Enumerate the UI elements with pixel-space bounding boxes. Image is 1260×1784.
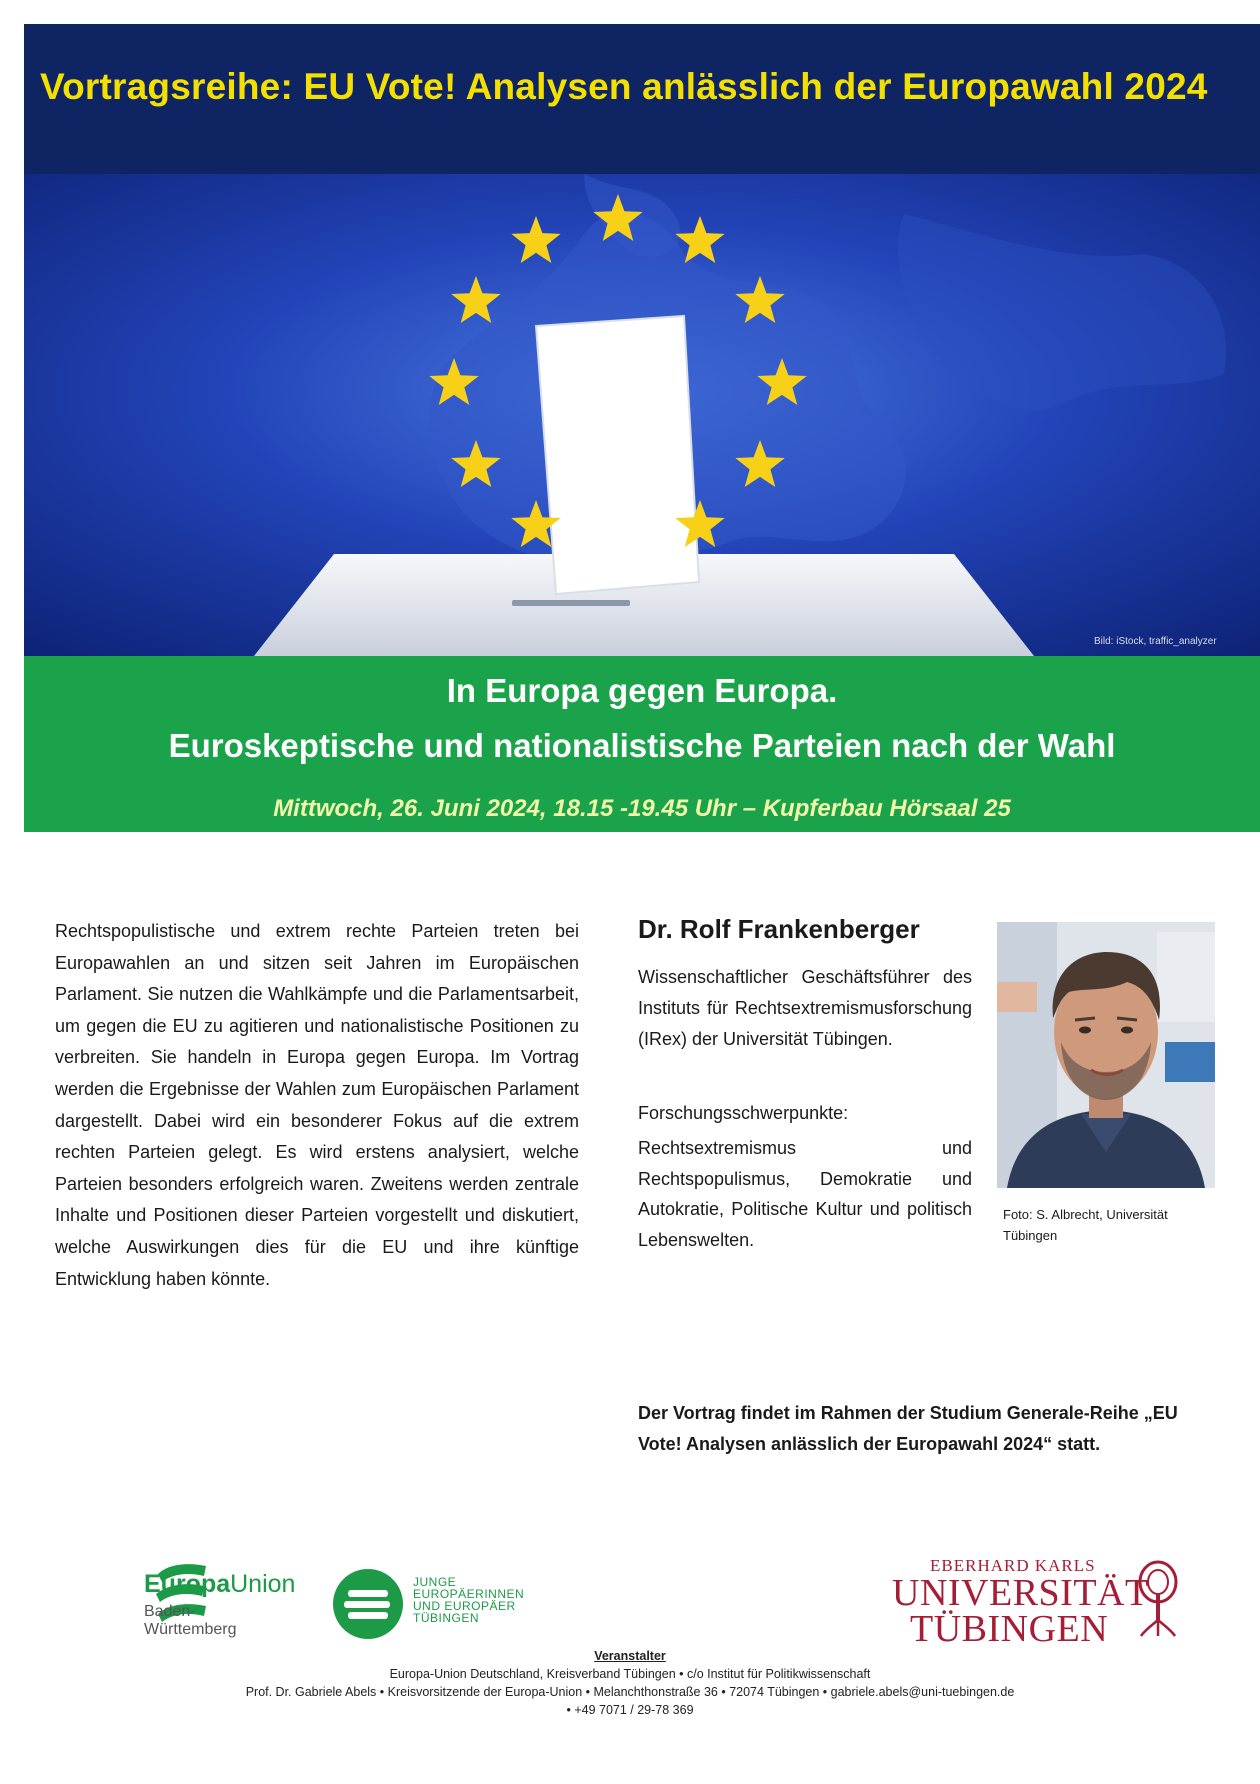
europa-union-region-2: Württemberg bbox=[144, 1621, 237, 1638]
ballot-illustration bbox=[24, 174, 1260, 656]
hero-photo-credit: Bild: iStock, traffic_analyzer bbox=[1094, 636, 1217, 647]
series-note: Der Vortrag findet im Rahmen der Studium Generale-Reihe „EU Vote! Analysen anlässlich der Europawahl 2024“ statt. bbox=[638, 1403, 1178, 1454]
speaker-name: Dr. Rolf Frankenberger bbox=[638, 914, 920, 944]
speaker-photo-credit: Foto: S. Albrecht, Universität Tübingen bbox=[1003, 1207, 1168, 1243]
series-title: Vortragsreihe: EU Vote! Analysen anlässlich der Europawahl 2024 bbox=[40, 66, 1208, 107]
footer-label: Veranstalter bbox=[594, 1649, 666, 1663]
lecture-title: In Europa gegen Europa. bbox=[446, 672, 838, 709]
europa-union-brand bbox=[144, 1570, 295, 1599]
research-focus-label: Forschungsschwerpunkte: bbox=[638, 1103, 849, 1123]
jef-logo-icon bbox=[332, 1568, 404, 1640]
footer-line-2: Prof. Dr. Gabriele Abels • Kreisvorsitzende der Europa-Union • Melanchthonstraße 36 • 72074 Tübingen • gabriele.abels@uni-tuebingen.de bbox=[245, 1685, 1015, 1699]
university-name-line1: UNIVERSITÄT bbox=[892, 1572, 1149, 1614]
speaker-photo bbox=[997, 922, 1215, 1188]
footer bbox=[0, 1647, 1260, 1719]
ballot-slot bbox=[512, 600, 630, 606]
footer-line-1: Europa-Union Deutschland, Kreisverband Tübingen • c/o Institut für Politikwissenschaft bbox=[389, 1667, 871, 1681]
hero-image bbox=[24, 174, 1260, 656]
event-date-location: Mittwoch, 26. Juni 2024, 18.15 -19.45 Uhr – Kupferbau Hörsaal 25 bbox=[273, 795, 1011, 822]
jef-text: JUNGE EUROPÄERINNEN UND EUROPÄER TÜBINGEN bbox=[413, 1575, 525, 1625]
university-name-small: EBERHARD KARLS bbox=[930, 1556, 1096, 1575]
abstract-text: Rechtspopulistische und extrem rechte Parteien treten bei Europawahlen an und sitzen seit Jahren im Europäischen Parlament. Sie nutzen die Wahlkämpfe und die Parlamentsarbeit, um gegen die EU zu agitieren und nationalistische Positionen zu verbreiten. Sie handeln in Europa gegen Europa. Im Vortrag werden die Ergebnisse der Wahlen zum Europäischen Parlament dargestellt. Dabei wird ein besonderer Fokus auf die extrem rechten Parteien gelegt. Es wird erstens analysiert, welche Parteien besonders erfolgreich waren. Zweitens werden zentrale Inhalte und Positionen dieser Parteien vorgestellt und diskutiert, welche Auswirkungen dies für die EU und ihre künftige Entwicklung haben könnte. bbox=[55, 921, 579, 1289]
speaker-role: Wissenschaftlicher Geschäftsführer des Instituts für Rechtsextremismusforschung (IRex) der Universität Tübingen. bbox=[638, 967, 972, 1049]
lecture-subtitle: Euroskeptische und nationalistische Parteien nach der Wahl bbox=[168, 727, 1116, 764]
ballot-paper bbox=[536, 316, 699, 594]
research-focus-text: Rechtsextremismus und Rechtspopulismus, Demokratie und Autokratie, Politische Kultur und politisch Lebenswelten. bbox=[638, 1138, 972, 1250]
brand-union: Union bbox=[230, 1570, 296, 1598]
footer-line-3: • +49 7071 / 29-78 369 bbox=[566, 1703, 694, 1717]
university-tree-icon bbox=[1137, 1560, 1179, 1638]
europa-union-region-1: Baden- bbox=[144, 1603, 196, 1620]
brand-europa: Europa bbox=[144, 1570, 231, 1598]
university-name-line2: TÜBINGEN bbox=[910, 1608, 1109, 1650]
